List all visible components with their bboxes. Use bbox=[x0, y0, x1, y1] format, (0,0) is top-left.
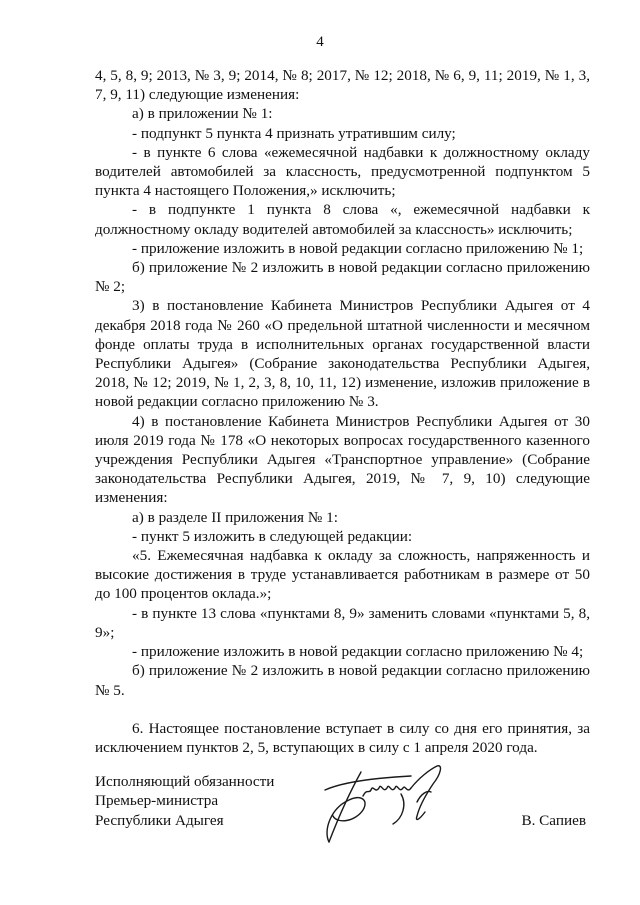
paragraph-continuation: 4, 5, 8, 9; 2013, № 3, 9; 2014, № 8; 2017, № 12; 2018, № 6, 9, 11; 2019, № 1, 3, 7, 9, 11) следующие изменения: bbox=[95, 67, 590, 104]
document-body bbox=[95, 66, 590, 757]
paragraph-item-6: 6. Настоящее постановление вступает в силу со дня его принятия, за исключением пунктов 2, 5, вступающих в силу с 1 апреля 2020 года. bbox=[95, 719, 590, 756]
paragraph-subitem-a: а) в приложении № 1: bbox=[132, 105, 273, 123]
handwritten-signature bbox=[303, 760, 473, 852]
signatory-name: В. Сапиев bbox=[521, 812, 586, 829]
signatory-title-line: Исполняющий обязанности bbox=[95, 773, 275, 790]
paragraph-subitem-b: б) приложение № 2 изложить в новой редакции согласно приложению № 5. bbox=[95, 662, 590, 699]
paragraph-dash: - пункт 5 изложить в следующей редакции: bbox=[132, 527, 413, 545]
paragraph-subitem-a: а) в разделе II приложения № 1: bbox=[132, 508, 338, 526]
signatory-title-line: Премьер-министра bbox=[95, 792, 219, 810]
paragraph-dash: - в пункте 6 слова «ежемесячной надбавки к должностному окладу водителей автомобилей за классность, предусмотренной подпунктом 5 пункта 4 настоящего Положения,» исключить; bbox=[95, 143, 590, 200]
paragraph-dash: - в пункте 13 слова «пунктами 8, 9» заменить словами «пунктами 5, 8, 9»; bbox=[95, 604, 590, 641]
paragraph-subitem-b: б) приложение № 2 изложить в новой редакции согласно приложению № 2; bbox=[95, 259, 590, 296]
signatory-title bbox=[95, 772, 274, 830]
paragraph-item-3: 3) в постановление Кабинета Министров Республики Адыгея от 4 декабря 2018 года № 260 «О предельной штатной численности и месячном фонде оплаты труда в исполнительных органах государственной власти Республики Адыгея» (Собрание законодательства Республики Адыгея, 2018, № 12; 2019, № 1, 2, 3, 8, 10, 11, 12) изменение, изложив приложение в новой редакции согласно приложению № 3. bbox=[95, 297, 590, 411]
paragraph-dash: - в подпункте 1 пункта 8 слова «, ежемесячной надбавки к должностному окладу водителей автомобилей за классность» исключить; bbox=[95, 201, 590, 238]
signatory-title-line: Республики Адыгея bbox=[95, 811, 224, 829]
page-number: 4 bbox=[316, 34, 324, 50]
paragraph-quote: «5. Ежемесячная надбавка к окладу за сложность, напряженность и высокие достижения в труде устанавливается работникам в размере от 50 до 100 процентов оклада.»; bbox=[95, 547, 590, 603]
paragraph-dash: - приложение изложить в новой редакции согласно приложению № 4; bbox=[132, 643, 584, 661]
paragraph-dash: - подпункт 5 пункта 4 признать утратившим силу; bbox=[132, 124, 456, 142]
paragraph-item-4: 4) в постановление Кабинета Министров Республики Адыгея от 30 июля 2019 года № 178 «О некоторых вопросах государственного казенного учреждения Республики Адыгея «Транспортное управление» (Собрание законодательства Республики Адыгея, 2019, № 7, 9, 10) следующие изменения: bbox=[95, 412, 590, 507]
paragraph-dash: - приложение изложить в новой редакции согласно приложению № 1; bbox=[132, 239, 584, 257]
signature-block bbox=[95, 772, 590, 862]
